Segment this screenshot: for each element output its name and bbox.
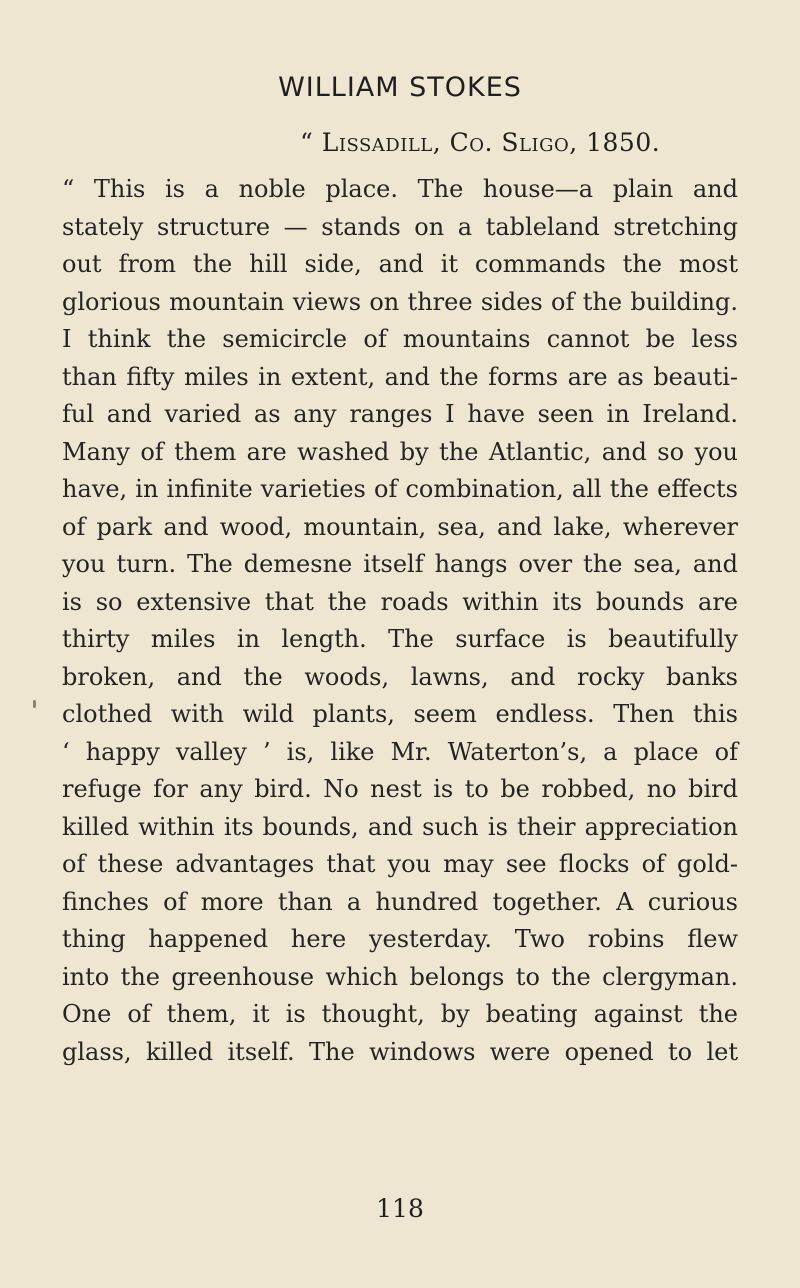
text-line: I think the semicircle of mountains cannot be less: [62, 325, 738, 353]
text-line: ful and varied as any ranges I have seen in Ireland.: [62, 400, 738, 428]
running-head: WILLIAM STOKES: [278, 72, 522, 103]
paper-speck: [33, 700, 36, 708]
body-text: [62, 171, 738, 1071]
text-line: One of them, it is thought, by beating against the: [62, 1000, 738, 1028]
text-line: glass, killed itself. The windows were opened to let: [62, 1037, 738, 1066]
text-line: than fifty miles in extent, and the forms are as beauti-: [62, 362, 738, 391]
text-line: finches of more than a hundred together. A curious: [62, 887, 738, 916]
text-line: you turn. The demesne itself hangs over the sea, and: [62, 550, 738, 578]
text-line: ‘ happy valley ’ is, like Mr. Waterton’s, a place of: [62, 737, 738, 766]
text-line: into the greenhouse which belongs to the clergyman.: [62, 962, 738, 991]
text-line: have, in infinite varieties of combination, all the effects: [62, 475, 738, 503]
text-line: glorious mountain views on three sides of the building.: [62, 287, 738, 316]
text-line: thirty miles in length. The surface is beautifully: [62, 625, 738, 653]
text-line: clothed with wild plants, seem endless. Then this: [62, 700, 738, 728]
text-line: broken, and the woods, lawns, and rocky banks: [62, 662, 738, 691]
text-line: Many of them are washed by the Atlantic, and so you: [62, 437, 738, 466]
text-line: “ This is a noble place. The house—a plain and: [62, 175, 738, 203]
text-line: of these advantages that you may see flocks of gold-: [62, 850, 738, 878]
letter-dateline: “ Lissadill, Co. Sligo, 1850.: [300, 128, 661, 157]
text-line: refuge for any bird. No nest is to be robbed, no bird: [62, 775, 738, 803]
text-line: is so extensive that the roads within its bounds are: [62, 587, 738, 616]
text-line: stately structure — stands on a tableland stretching: [62, 212, 738, 241]
text-line: of park and wood, mountain, sea, and lake, wherever: [62, 512, 738, 541]
text-line: killed within its bounds, and such is their appreciation: [62, 812, 738, 841]
text-line: thing happened here yesterday. Two robins flew: [62, 925, 738, 953]
text-line: out from the hill side, and it commands the most: [62, 250, 738, 278]
page-number: 118: [376, 1194, 424, 1223]
